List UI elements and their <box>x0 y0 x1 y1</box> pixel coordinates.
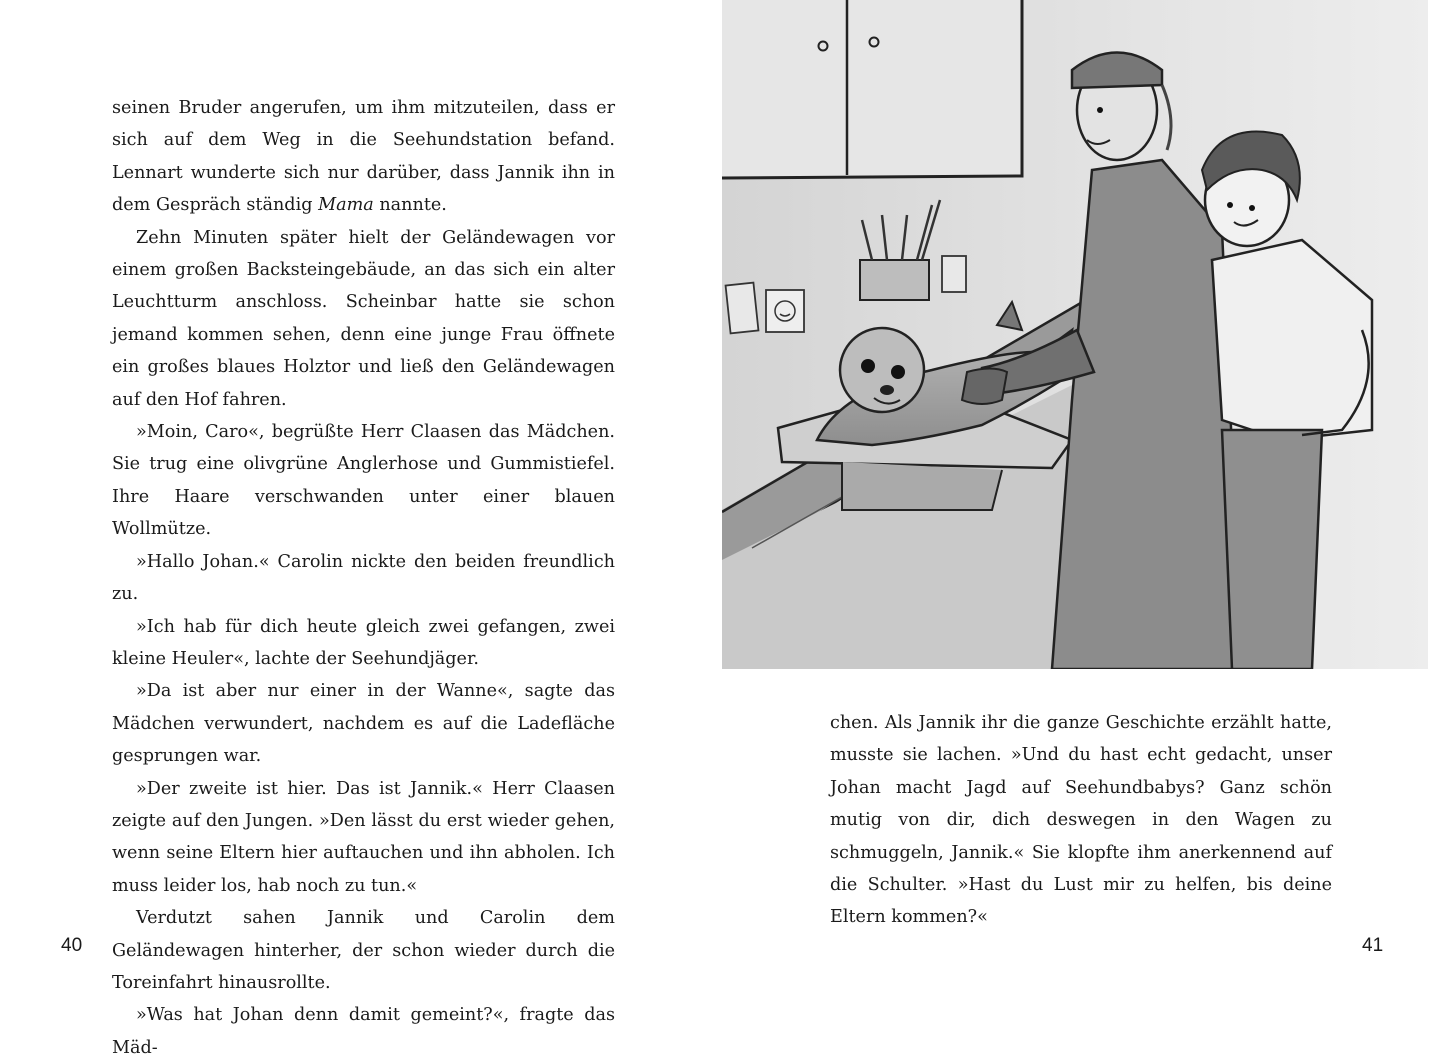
left-page <box>0 0 722 1058</box>
paragraph: »Ich hab für dich heute gleich zwei gefangen, zwei kleine Heuler«, lachte der Seehundjäger. <box>112 616 615 669</box>
italic-word: Mama <box>318 195 374 216</box>
paragraph: Zehn Minuten später hielt der Geländewagen vor einem großen Backsteingebäude, an das sich ein alter Leuchtturm anschloss. Scheinbar hatte sie schon jemand kommen sehen, denn eine junge Frau öffnete ein großes blaues Holztor und ließ den Geländewagen auf den Hof fahren. <box>112 227 615 410</box>
paragraph <box>112 92 615 222</box>
paragraph: »Was hat Johan denn damit gemeint?«, fragte das Mäd- <box>112 1005 615 1058</box>
page-number: 41 <box>1362 935 1384 956</box>
seal-station-illustration <box>722 0 1428 669</box>
paragraph-text: seinen Bruder angerufen, um ihm mitzuteilen, dass er sich auf dem Weg in die Seehundstation befand. Lennart wunderte sich nur darüber, dass Jannik ihn in dem Gespräch ständig <box>112 98 615 216</box>
paragraph: Verdutzt sahen Jannik und Carolin dem Geländewagen hinterher, der schon wieder durch die Toreinfahrt hinausrollte. <box>112 908 615 993</box>
paragraph: chen. Als Jannik ihr die ganze Geschichte erzählt hatte, musste sie lachen. »Und du hast echt gedacht, unser Johan macht Jagd auf Seehundbabys? Ganz schön mutig von dir, dich deswegen in den Wagen zu schmuggeln, Jannik.« Sie klopfte ihm anerkennend auf die Schulter. »Hast du Lust mir zu helfen, bis deine Eltern kommen?« <box>830 713 1332 928</box>
left-page-text <box>112 92 615 1064</box>
page-number: 40 <box>61 935 83 956</box>
paragraph: »Hallo Johan.« Carolin nickte den beiden freundlich zu. <box>112 551 615 605</box>
paragraph: »Der zweite ist hier. Das ist Jannik.« Herr Claasen zeigte auf den Jungen. »Den lässt du erst wieder gehen, wenn seine Eltern hier auftauchen und ihn abholen. Ich muss leider los, hab noch zu tun.« <box>112 778 615 896</box>
paragraph: »Da ist aber nur einer in der Wanne«, sagte das Mädchen verwundert, nachdem es auf die Ladefläche gesprungen war. <box>112 681 615 767</box>
paragraph-tail: nannte. <box>373 195 447 216</box>
paragraph: »Moin, Caro«, begrüßte Herr Claasen das Mädchen. Sie trug eine olivgrüne Anglerhose und Gummistiefel. Ihre Haare verschwanden unter einer blauen Wollmütze. <box>112 422 615 540</box>
right-page-text <box>830 707 1332 934</box>
right-page <box>722 0 1445 1001</box>
